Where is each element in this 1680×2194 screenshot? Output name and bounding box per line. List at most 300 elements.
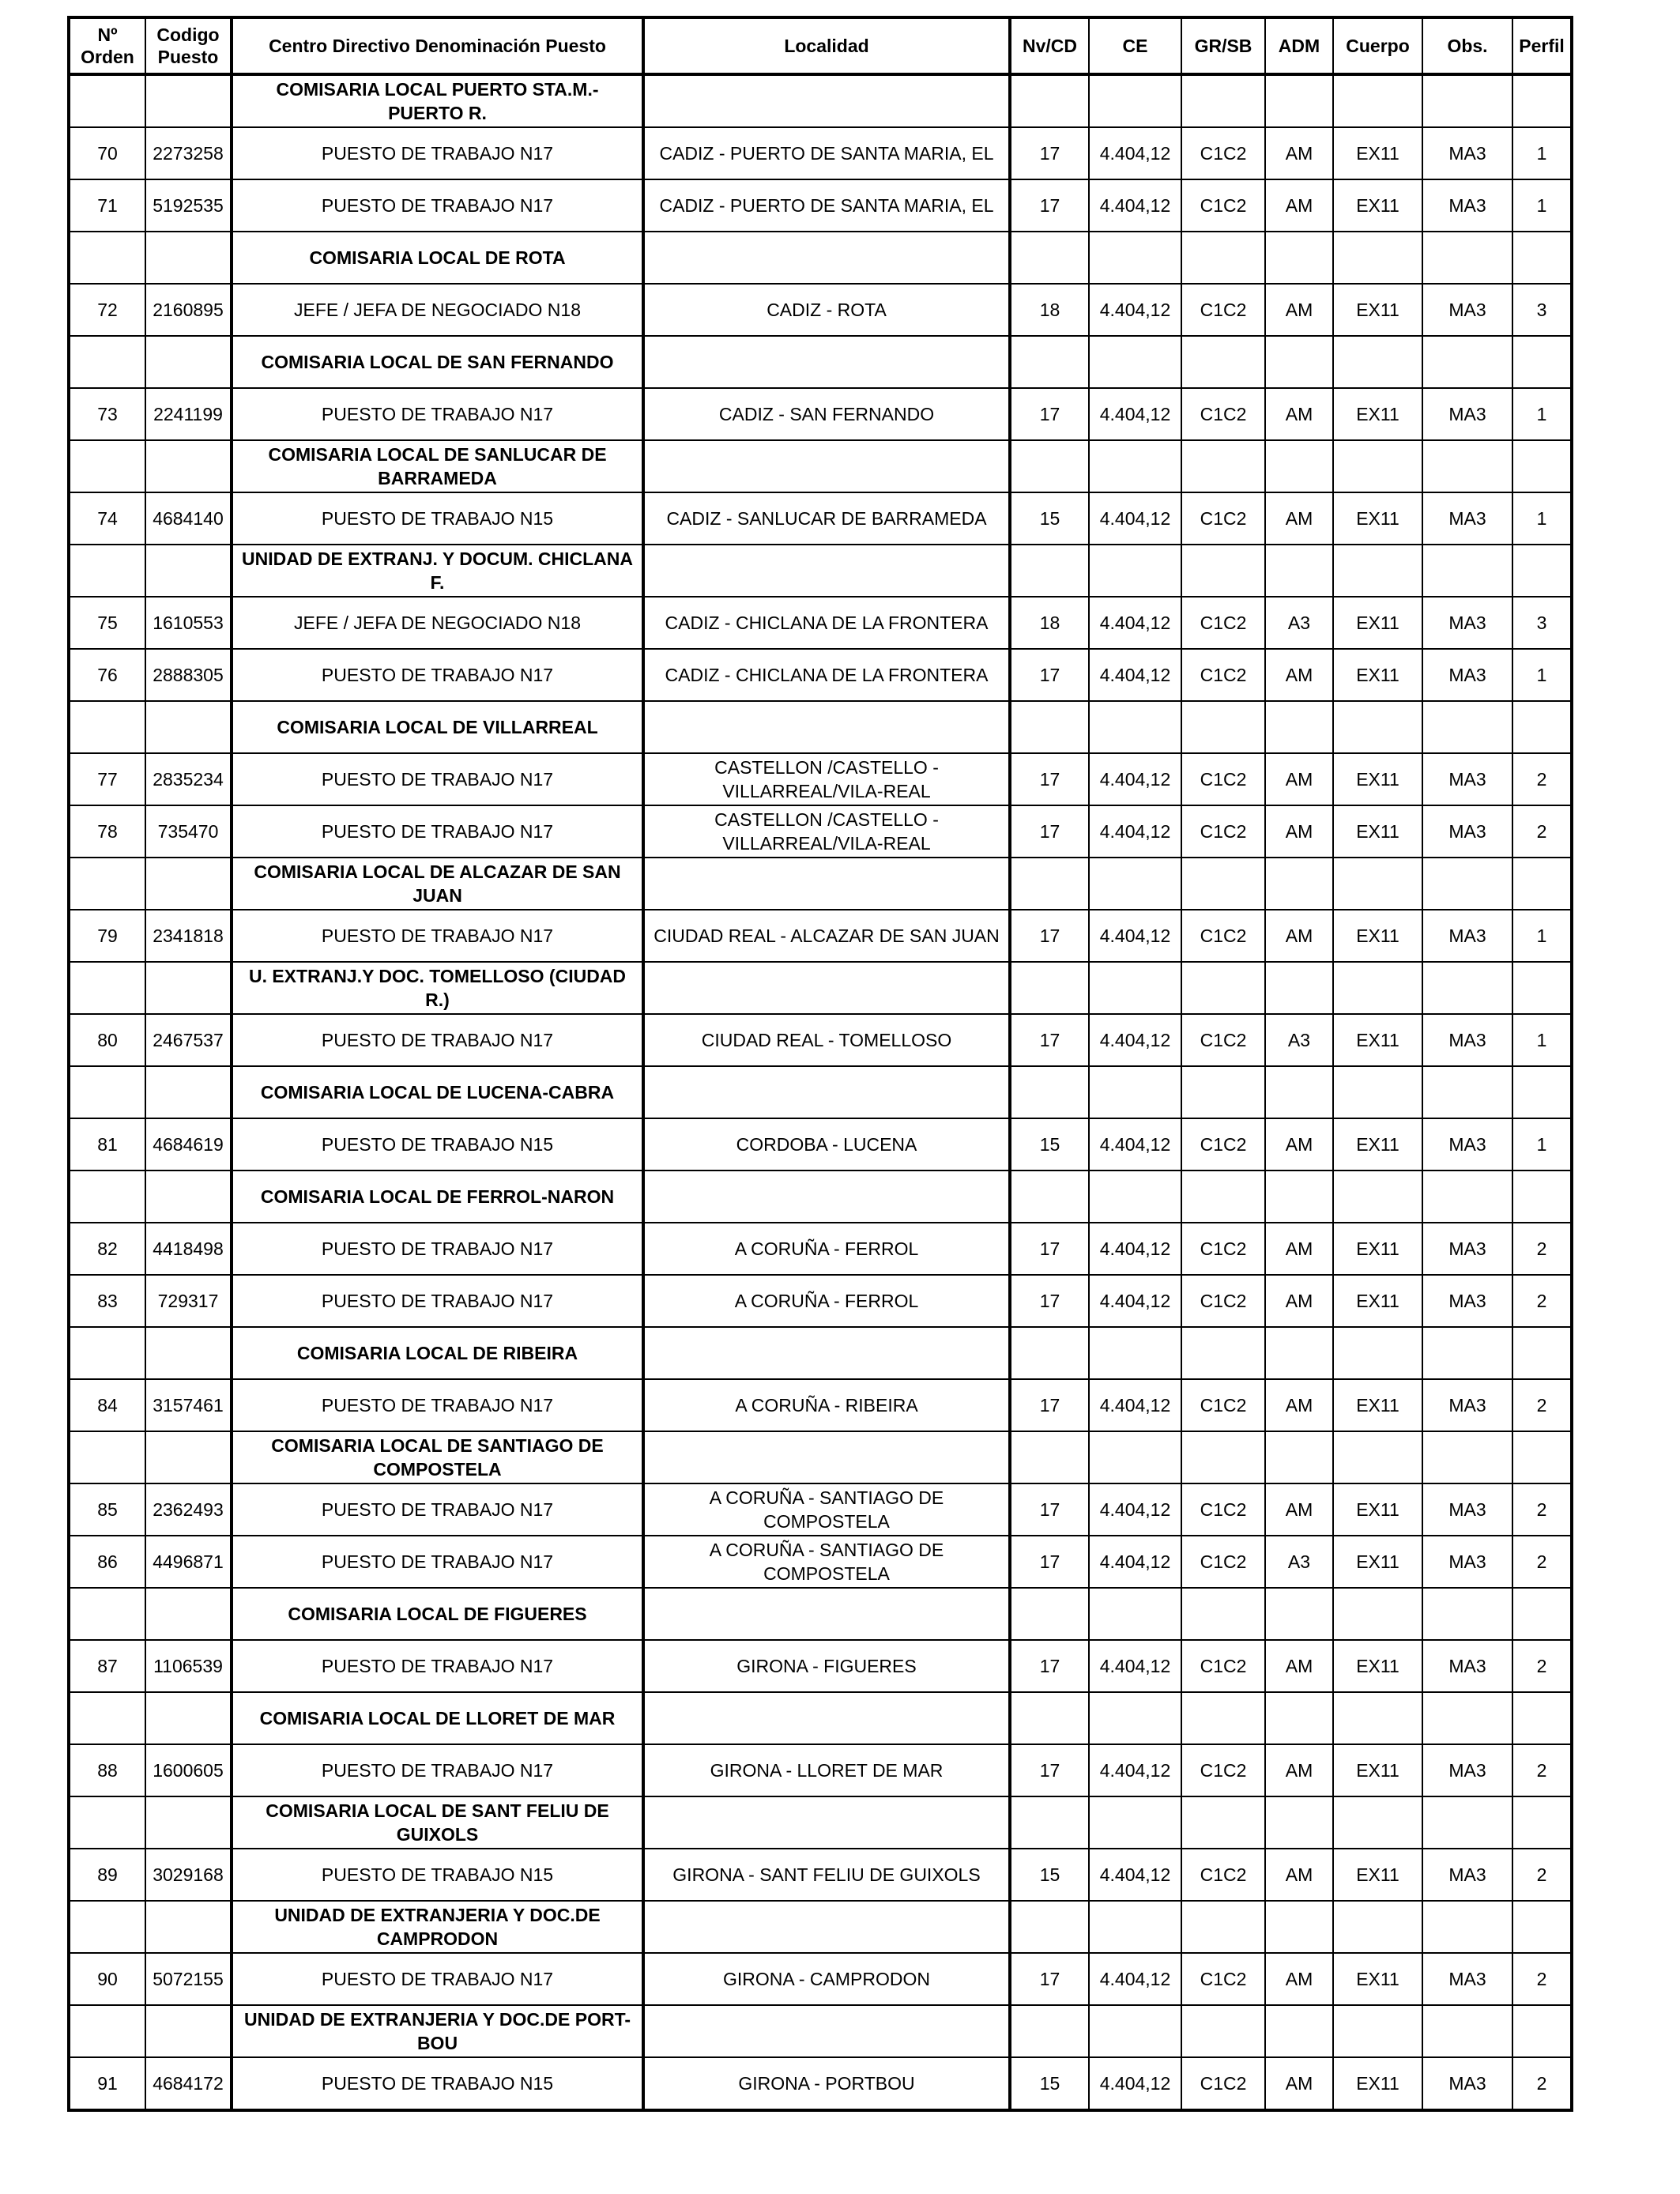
empty-cell bbox=[1010, 1588, 1089, 1640]
empty-cell bbox=[1333, 1692, 1422, 1744]
cell-ce: 4.404,12 bbox=[1089, 1275, 1181, 1327]
centro-directivo-name: COMISARIA LOCAL DE ALCAZAR DE SAN JUAN bbox=[232, 858, 643, 910]
cell-cuerpo: EX11 bbox=[1333, 1744, 1422, 1796]
cell-ce: 4.404,12 bbox=[1089, 284, 1181, 336]
empty-cell bbox=[1089, 336, 1181, 388]
cell-ce: 4.404,12 bbox=[1089, 753, 1181, 805]
empty-cell bbox=[1181, 1588, 1265, 1640]
cell-codigo: 4418498 bbox=[145, 1223, 232, 1275]
empty-cell bbox=[1512, 545, 1572, 597]
empty-cell bbox=[1010, 1431, 1089, 1483]
cell-obs: MA3 bbox=[1422, 649, 1512, 701]
empty-cell bbox=[69, 858, 145, 910]
cell-nivel: 17 bbox=[1010, 179, 1089, 232]
cell-ce: 4.404,12 bbox=[1089, 1536, 1181, 1588]
cell-codigo: 1106539 bbox=[145, 1640, 232, 1692]
empty-cell bbox=[1512, 1171, 1572, 1223]
empty-cell bbox=[1265, 962, 1333, 1014]
cell-codigo: 4684619 bbox=[145, 1118, 232, 1171]
cell-adm: AM bbox=[1265, 1223, 1333, 1275]
cell-localidad: GIRONA - CAMPRODON bbox=[643, 1953, 1010, 2005]
empty-cell bbox=[1422, 2005, 1512, 2057]
cell-codigo: 4684172 bbox=[145, 2057, 232, 2110]
cell-perfil: 2 bbox=[1512, 1379, 1572, 1431]
cell-denominacion: PUESTO DE TRABAJO N17 bbox=[232, 1483, 643, 1536]
cell-adm: AM bbox=[1265, 127, 1333, 179]
cell-orden: 83 bbox=[69, 1275, 145, 1327]
empty-cell bbox=[1181, 1327, 1265, 1379]
cell-perfil: 2 bbox=[1512, 2057, 1572, 2110]
cell-cuerpo: EX11 bbox=[1333, 1223, 1422, 1275]
empty-cell bbox=[1010, 440, 1089, 492]
empty-cell bbox=[1333, 440, 1422, 492]
cell-cuerpo: EX11 bbox=[1333, 388, 1422, 440]
cell-perfil: 2 bbox=[1512, 753, 1572, 805]
empty-cell bbox=[1422, 336, 1512, 388]
cell-obs: MA3 bbox=[1422, 805, 1512, 858]
empty-cell bbox=[69, 74, 145, 127]
cell-denominacion: JEFE / JEFA DE NEGOCIADO N18 bbox=[232, 284, 643, 336]
empty-cell bbox=[1333, 232, 1422, 284]
empty-cell bbox=[1512, 1692, 1572, 1744]
centro-directivo-name: COMISARIA LOCAL DE ROTA bbox=[232, 232, 643, 284]
cell-obs: MA3 bbox=[1422, 753, 1512, 805]
puesto-row bbox=[69, 127, 1572, 179]
puesto-row bbox=[69, 1536, 1572, 1588]
empty-cell bbox=[145, 962, 232, 1014]
cell-localidad: CADIZ - CHICLANA DE LA FRONTERA bbox=[643, 597, 1010, 649]
cell-nivel: 15 bbox=[1010, 1118, 1089, 1171]
cell-grupo: C1C2 bbox=[1181, 127, 1265, 179]
empty-cell bbox=[1181, 1431, 1265, 1483]
centro-row bbox=[69, 1431, 1572, 1483]
empty-cell bbox=[69, 1588, 145, 1640]
cell-nivel: 17 bbox=[1010, 1640, 1089, 1692]
cell-grupo: C1C2 bbox=[1181, 284, 1265, 336]
empty-cell bbox=[69, 1066, 145, 1118]
empty-cell bbox=[1422, 962, 1512, 1014]
empty-cell bbox=[69, 336, 145, 388]
cell-cuerpo: EX11 bbox=[1333, 284, 1422, 336]
puesto-row bbox=[69, 388, 1572, 440]
cell-denominacion: PUESTO DE TRABAJO N17 bbox=[232, 910, 643, 962]
centro-row bbox=[69, 1066, 1572, 1118]
puesto-row bbox=[69, 910, 1572, 962]
cell-ce: 4.404,12 bbox=[1089, 1953, 1181, 2005]
cell-grupo: C1C2 bbox=[1181, 388, 1265, 440]
cell-nivel: 17 bbox=[1010, 805, 1089, 858]
empty-cell bbox=[1333, 2005, 1422, 2057]
cell-codigo: 1610553 bbox=[145, 597, 232, 649]
cell-cuerpo: EX11 bbox=[1333, 597, 1422, 649]
cell-ce: 4.404,12 bbox=[1089, 1223, 1181, 1275]
puesto-row bbox=[69, 1014, 1572, 1066]
empty-cell bbox=[1089, 701, 1181, 753]
empty-cell bbox=[1265, 336, 1333, 388]
empty-cell bbox=[69, 1692, 145, 1744]
cell-adm: AM bbox=[1265, 910, 1333, 962]
cell-localidad: CASTELLON /CASTELLO - VILLARREAL/VILA-REAL bbox=[643, 753, 1010, 805]
cell-orden: 90 bbox=[69, 1953, 145, 2005]
cell-codigo: 3157461 bbox=[145, 1379, 232, 1431]
empty-cell bbox=[1512, 74, 1572, 127]
cell-cuerpo: EX11 bbox=[1333, 1014, 1422, 1066]
centro-row bbox=[69, 1327, 1572, 1379]
puesto-row bbox=[69, 1849, 1572, 1901]
cell-grupo: C1C2 bbox=[1181, 649, 1265, 701]
empty-cell bbox=[1181, 440, 1265, 492]
centro-row bbox=[69, 2005, 1572, 2057]
empty-cell bbox=[1333, 1431, 1422, 1483]
cell-denominacion: PUESTO DE TRABAJO N17 bbox=[232, 753, 643, 805]
puesto-row bbox=[69, 597, 1572, 649]
cell-orden: 87 bbox=[69, 1640, 145, 1692]
cell-codigo: 2362493 bbox=[145, 1483, 232, 1536]
cell-adm: AM bbox=[1265, 1483, 1333, 1536]
cell-nivel: 18 bbox=[1010, 597, 1089, 649]
cell-adm: AM bbox=[1265, 1849, 1333, 1901]
cell-adm: AM bbox=[1265, 388, 1333, 440]
centro-row bbox=[69, 1171, 1572, 1223]
empty-cell bbox=[1333, 1171, 1422, 1223]
centro-row bbox=[69, 232, 1572, 284]
cell-grupo: C1C2 bbox=[1181, 1223, 1265, 1275]
cell-nivel: 17 bbox=[1010, 1379, 1089, 1431]
cell-denominacion: PUESTO DE TRABAJO N15 bbox=[232, 2057, 643, 2110]
centro-row bbox=[69, 962, 1572, 1014]
empty-cell bbox=[1181, 74, 1265, 127]
centro-directivo-name: COMISARIA LOCAL PUERTO STA.M.- PUERTO R. bbox=[232, 74, 643, 127]
cell-cuerpo: EX11 bbox=[1333, 1118, 1422, 1171]
empty-cell bbox=[1422, 440, 1512, 492]
empty-cell bbox=[1265, 1796, 1333, 1849]
empty-cell bbox=[1333, 1327, 1422, 1379]
header-row bbox=[69, 17, 1572, 74]
cell-grupo: C1C2 bbox=[1181, 1275, 1265, 1327]
cell-localidad: CADIZ - CHICLANA DE LA FRONTERA bbox=[643, 649, 1010, 701]
puesto-row bbox=[69, 1640, 1572, 1692]
empty-cell bbox=[1512, 1327, 1572, 1379]
empty-cell bbox=[1422, 74, 1512, 127]
cell-nivel: 17 bbox=[1010, 1223, 1089, 1275]
header-cuerpo: Cuerpo bbox=[1333, 17, 1422, 74]
cell-grupo: C1C2 bbox=[1181, 179, 1265, 232]
cell-nivel: 18 bbox=[1010, 284, 1089, 336]
empty-cell bbox=[1512, 962, 1572, 1014]
cell-orden: 89 bbox=[69, 1849, 145, 1901]
cell-adm: AM bbox=[1265, 179, 1333, 232]
cell-denominacion: PUESTO DE TRABAJO N17 bbox=[232, 649, 643, 701]
empty-cell bbox=[1010, 858, 1089, 910]
centro-row bbox=[69, 1588, 1572, 1640]
cell-localidad: CADIZ - PUERTO DE SANTA MARIA, EL bbox=[643, 127, 1010, 179]
cell-denominacion: PUESTO DE TRABAJO N17 bbox=[232, 1640, 643, 1692]
empty-cell bbox=[1010, 1692, 1089, 1744]
centro-directivo-name: COMISARIA LOCAL DE RIBEIRA bbox=[232, 1327, 643, 1379]
empty-cell bbox=[1265, 2005, 1333, 2057]
cell-codigo: 2160895 bbox=[145, 284, 232, 336]
cell-orden: 84 bbox=[69, 1379, 145, 1431]
cell-nivel: 17 bbox=[1010, 1275, 1089, 1327]
empty-cell bbox=[1265, 858, 1333, 910]
cell-obs: MA3 bbox=[1422, 1483, 1512, 1536]
cell-nivel: 17 bbox=[1010, 388, 1089, 440]
cell-localidad: A CORUÑA - FERROL bbox=[643, 1223, 1010, 1275]
cell-localidad: GIRONA - PORTBOU bbox=[643, 2057, 1010, 2110]
cell-localidad: CASTELLON /CASTELLO - VILLARREAL/VILA-REAL bbox=[643, 805, 1010, 858]
empty-cell bbox=[1512, 336, 1572, 388]
cell-obs: MA3 bbox=[1422, 284, 1512, 336]
cell-adm: AM bbox=[1265, 2057, 1333, 2110]
cell-codigo: 2273258 bbox=[145, 127, 232, 179]
cell-nivel: 17 bbox=[1010, 649, 1089, 701]
empty-cell bbox=[145, 1901, 232, 1953]
cell-localidad: CIUDAD REAL - ALCAZAR DE SAN JUAN bbox=[643, 910, 1010, 962]
cell-cuerpo: EX11 bbox=[1333, 1953, 1422, 2005]
cell-nivel: 17 bbox=[1010, 1744, 1089, 1796]
empty-cell bbox=[643, 1588, 1010, 1640]
cell-grupo: C1C2 bbox=[1181, 1014, 1265, 1066]
empty-cell bbox=[1265, 1171, 1333, 1223]
puesto-row bbox=[69, 1223, 1572, 1275]
cell-codigo: 1600605 bbox=[145, 1744, 232, 1796]
centro-directivo-name: COMISARIA LOCAL DE SAN FERNANDO bbox=[232, 336, 643, 388]
cell-perfil: 2 bbox=[1512, 1275, 1572, 1327]
cell-codigo: 2241199 bbox=[145, 388, 232, 440]
cell-perfil: 1 bbox=[1512, 1118, 1572, 1171]
empty-cell bbox=[69, 1796, 145, 1849]
empty-cell bbox=[1422, 1066, 1512, 1118]
empty-cell bbox=[145, 1327, 232, 1379]
cell-denominacion: PUESTO DE TRABAJO N17 bbox=[232, 1223, 643, 1275]
cell-perfil: 2 bbox=[1512, 805, 1572, 858]
empty-cell bbox=[69, 1171, 145, 1223]
table-header bbox=[69, 17, 1572, 74]
cell-obs: MA3 bbox=[1422, 179, 1512, 232]
cell-cuerpo: EX11 bbox=[1333, 1849, 1422, 1901]
centro-row bbox=[69, 440, 1572, 492]
header-nivel: Nv/CD bbox=[1010, 17, 1089, 74]
centro-directivo-name: COMISARIA LOCAL DE LUCENA-CABRA bbox=[232, 1066, 643, 1118]
empty-cell bbox=[69, 1901, 145, 1953]
cell-perfil: 3 bbox=[1512, 284, 1572, 336]
cell-denominacion: PUESTO DE TRABAJO N17 bbox=[232, 805, 643, 858]
empty-cell bbox=[1512, 1901, 1572, 1953]
cell-localidad: GIRONA - SANT FELIU DE GUIXOLS bbox=[643, 1849, 1010, 1901]
puesto-row bbox=[69, 179, 1572, 232]
cell-nivel: 17 bbox=[1010, 1014, 1089, 1066]
cell-obs: MA3 bbox=[1422, 1536, 1512, 1588]
empty-cell bbox=[1181, 701, 1265, 753]
cell-obs: MA3 bbox=[1422, 1275, 1512, 1327]
centro-directivo-name: U. EXTRANJ.Y DOC. TOMELLOSO (CIUDAD R.) bbox=[232, 962, 643, 1014]
cell-ce: 4.404,12 bbox=[1089, 1849, 1181, 1901]
cell-ce: 4.404,12 bbox=[1089, 1379, 1181, 1431]
empty-cell bbox=[145, 74, 232, 127]
cell-codigo: 735470 bbox=[145, 805, 232, 858]
cell-nivel: 17 bbox=[1010, 910, 1089, 962]
cell-localidad: CADIZ - ROTA bbox=[643, 284, 1010, 336]
empty-cell bbox=[1089, 1431, 1181, 1483]
empty-cell bbox=[643, 545, 1010, 597]
empty-cell bbox=[1181, 1901, 1265, 1953]
empty-cell bbox=[69, 1431, 145, 1483]
empty-cell bbox=[1333, 1066, 1422, 1118]
cell-cuerpo: EX11 bbox=[1333, 753, 1422, 805]
cell-orden: 74 bbox=[69, 492, 145, 545]
cell-adm: AM bbox=[1265, 805, 1333, 858]
cell-adm: A3 bbox=[1265, 597, 1333, 649]
empty-cell bbox=[1089, 440, 1181, 492]
centro-row bbox=[69, 336, 1572, 388]
cell-adm: AM bbox=[1265, 1275, 1333, 1327]
cell-perfil: 2 bbox=[1512, 1483, 1572, 1536]
centro-directivo-name: COMISARIA LOCAL DE FIGUERES bbox=[232, 1588, 643, 1640]
centro-directivo-name: UNIDAD DE EXTRANJERIA Y DOC.DE CAMPRODON bbox=[232, 1901, 643, 1953]
cell-localidad: GIRONA - FIGUERES bbox=[643, 1640, 1010, 1692]
empty-cell bbox=[1181, 1796, 1265, 1849]
cell-ce: 4.404,12 bbox=[1089, 127, 1181, 179]
empty-cell bbox=[1333, 1588, 1422, 1640]
cell-nivel: 17 bbox=[1010, 127, 1089, 179]
empty-cell bbox=[1181, 1692, 1265, 1744]
centro-directivo-name: UNIDAD DE EXTRANJERIA Y DOC.DE PORT-BOU bbox=[232, 2005, 643, 2057]
header-ce: CE bbox=[1089, 17, 1181, 74]
cell-codigo: 5072155 bbox=[145, 1953, 232, 2005]
cell-adm: AM bbox=[1265, 1379, 1333, 1431]
empty-cell bbox=[145, 1796, 232, 1849]
cell-grupo: C1C2 bbox=[1181, 753, 1265, 805]
empty-cell bbox=[1010, 2005, 1089, 2057]
cell-obs: MA3 bbox=[1422, 2057, 1512, 2110]
empty-cell bbox=[1089, 1901, 1181, 1953]
cell-localidad: CORDOBA - LUCENA bbox=[643, 1118, 1010, 1171]
cell-perfil: 2 bbox=[1512, 1953, 1572, 2005]
cell-orden: 82 bbox=[69, 1223, 145, 1275]
empty-cell bbox=[643, 1901, 1010, 1953]
empty-cell bbox=[1333, 962, 1422, 1014]
cell-ce: 4.404,12 bbox=[1089, 2057, 1181, 2110]
empty-cell bbox=[145, 1588, 232, 1640]
cell-denominacion: PUESTO DE TRABAJO N17 bbox=[232, 1275, 643, 1327]
empty-cell bbox=[69, 2005, 145, 2057]
cell-perfil: 2 bbox=[1512, 1744, 1572, 1796]
puesto-row bbox=[69, 1118, 1572, 1171]
cell-codigo: 2835234 bbox=[145, 753, 232, 805]
cell-grupo: C1C2 bbox=[1181, 1849, 1265, 1901]
empty-cell bbox=[1089, 962, 1181, 1014]
cell-ce: 4.404,12 bbox=[1089, 910, 1181, 962]
empty-cell bbox=[1265, 1692, 1333, 1744]
empty-cell bbox=[1181, 232, 1265, 284]
cell-nivel: 15 bbox=[1010, 2057, 1089, 2110]
empty-cell bbox=[1265, 545, 1333, 597]
empty-cell bbox=[1181, 2005, 1265, 2057]
empty-cell bbox=[1265, 1066, 1333, 1118]
empty-cell bbox=[1089, 74, 1181, 127]
empty-cell bbox=[1010, 1796, 1089, 1849]
empty-cell bbox=[1333, 1796, 1422, 1849]
centro-directivo-name: COMISARIA LOCAL DE FERROL-NARON bbox=[232, 1171, 643, 1223]
header-perfil: Perfil bbox=[1512, 17, 1572, 74]
cell-ce: 4.404,12 bbox=[1089, 179, 1181, 232]
empty-cell bbox=[1181, 1066, 1265, 1118]
cell-grupo: C1C2 bbox=[1181, 1379, 1265, 1431]
empty-cell bbox=[1181, 962, 1265, 1014]
empty-cell bbox=[1265, 701, 1333, 753]
cell-grupo: C1C2 bbox=[1181, 1640, 1265, 1692]
empty-cell bbox=[643, 1327, 1010, 1379]
centro-row bbox=[69, 74, 1572, 127]
cell-perfil: 1 bbox=[1512, 1014, 1572, 1066]
cell-adm: AM bbox=[1265, 1118, 1333, 1171]
header-codigo: Codigo Puesto bbox=[145, 17, 232, 74]
cell-obs: MA3 bbox=[1422, 1640, 1512, 1692]
empty-cell bbox=[1333, 336, 1422, 388]
cell-cuerpo: EX11 bbox=[1333, 1483, 1422, 1536]
puesto-row bbox=[69, 805, 1572, 858]
empty-cell bbox=[643, 701, 1010, 753]
cell-denominacion: PUESTO DE TRABAJO N17 bbox=[232, 1379, 643, 1431]
cell-orden: 78 bbox=[69, 805, 145, 858]
empty-cell bbox=[145, 858, 232, 910]
cell-nivel: 17 bbox=[1010, 1483, 1089, 1536]
cell-localidad: A CORUÑA - SANTIAGO DE COMPOSTELA bbox=[643, 1536, 1010, 1588]
empty-cell bbox=[1422, 1796, 1512, 1849]
puesto-row bbox=[69, 649, 1572, 701]
empty-cell bbox=[1512, 858, 1572, 910]
empty-cell bbox=[69, 1327, 145, 1379]
cell-denominacion: PUESTO DE TRABAJO N17 bbox=[232, 1953, 643, 2005]
cell-orden: 71 bbox=[69, 179, 145, 232]
cell-denominacion: PUESTO DE TRABAJO N15 bbox=[232, 1849, 643, 1901]
cell-adm: AM bbox=[1265, 1953, 1333, 2005]
empty-cell bbox=[643, 1692, 1010, 1744]
cell-adm: AM bbox=[1265, 492, 1333, 545]
empty-cell bbox=[1089, 1692, 1181, 1744]
cell-perfil: 1 bbox=[1512, 127, 1572, 179]
cell-grupo: C1C2 bbox=[1181, 492, 1265, 545]
cell-nivel: 17 bbox=[1010, 1536, 1089, 1588]
centro-directivo-name: COMISARIA LOCAL DE SANT FELIU DE GUIXOLS bbox=[232, 1796, 643, 1849]
cell-grupo: C1C2 bbox=[1181, 1953, 1265, 2005]
cell-denominacion: PUESTO DE TRABAJO N17 bbox=[232, 1536, 643, 1588]
cell-codigo: 5192535 bbox=[145, 179, 232, 232]
empty-cell bbox=[145, 1431, 232, 1483]
cell-cuerpo: EX11 bbox=[1333, 492, 1422, 545]
header-localidad: Localidad bbox=[643, 17, 1010, 74]
cell-cuerpo: EX11 bbox=[1333, 1640, 1422, 1692]
empty-cell bbox=[1422, 1692, 1512, 1744]
cell-denominacion: PUESTO DE TRABAJO N17 bbox=[232, 388, 643, 440]
empty-cell bbox=[1512, 1796, 1572, 1849]
cell-localidad: A CORUÑA - RIBEIRA bbox=[643, 1379, 1010, 1431]
cell-perfil: 1 bbox=[1512, 649, 1572, 701]
cell-obs: MA3 bbox=[1422, 492, 1512, 545]
header-obs: Obs. bbox=[1422, 17, 1512, 74]
puesto-row bbox=[69, 492, 1572, 545]
empty-cell bbox=[1181, 336, 1265, 388]
cell-adm: A3 bbox=[1265, 1536, 1333, 1588]
empty-cell bbox=[1089, 1588, 1181, 1640]
cell-localidad: CADIZ - SANLUCAR DE BARRAMEDA bbox=[643, 492, 1010, 545]
empty-cell bbox=[1010, 545, 1089, 597]
centro-directivo-name: UNIDAD DE EXTRANJ. Y DOCUM. CHICLANA F. bbox=[232, 545, 643, 597]
empty-cell bbox=[1089, 1796, 1181, 1849]
cell-orden: 91 bbox=[69, 2057, 145, 2110]
empty-cell bbox=[1265, 1431, 1333, 1483]
empty-cell bbox=[1265, 232, 1333, 284]
